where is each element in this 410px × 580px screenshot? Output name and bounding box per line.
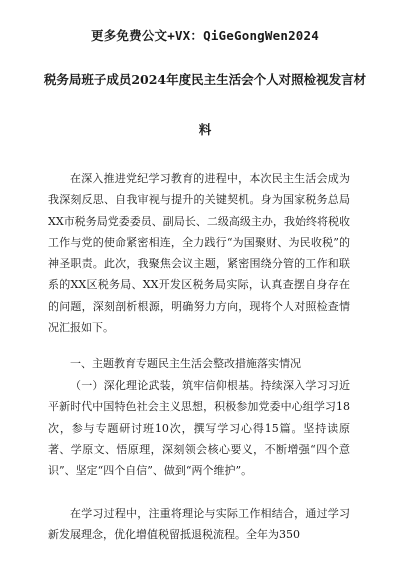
intro-paragraph: 在深入推进党纪学习教育的进程中，本次民主生活会成为我深刻反思、自我审视与提升的关键契机。身为国家税务总局XX市税务局党委委员、副局长、二级高级主办，我始终将税收工作与党的使命紧密相连，全力践行“为国聚财、为民收税”的神圣职责。此次，我聚焦会议主题，紧密围绕分管的工作和联系的XX区税务局、XX开发区税务局实际，认真查摆自身存在的问题，深刻剖析根源，明确努力方向，现将个人对照检查情况汇报如下。	[48, 172, 350, 335]
document-title-line-2: 料	[198, 122, 212, 137]
promo-header: 更多免费公文+VX：QiGeGongWen2024	[91, 28, 319, 43]
point-paragraph-2: 在学习过程中，注重将理论与实际工作相结合，通过学习新发展理念，优化增值税留抵退税流程。全年为350	[48, 507, 350, 542]
section-heading: 一、主题教育专题民主生活会整改措施落实情况	[70, 357, 301, 370]
document-title-line-1: 税务局班子成员2024年度民主生活会个人对照检视发言材	[43, 72, 367, 87]
point-paragraph-1: （一）深化理论武装，筑牢信仰根基。持续深入学习习近平新时代中国特色社会主义思想，积极参加党委中心组学习18次，参与专题研讨班10次，撰写学习心得15篇。坚持读原著、学原文、悟原理，深刻领会核心要义，不断增强“四个意识”、坚定“四个自信”、做到“两个维护”。	[48, 379, 350, 478]
